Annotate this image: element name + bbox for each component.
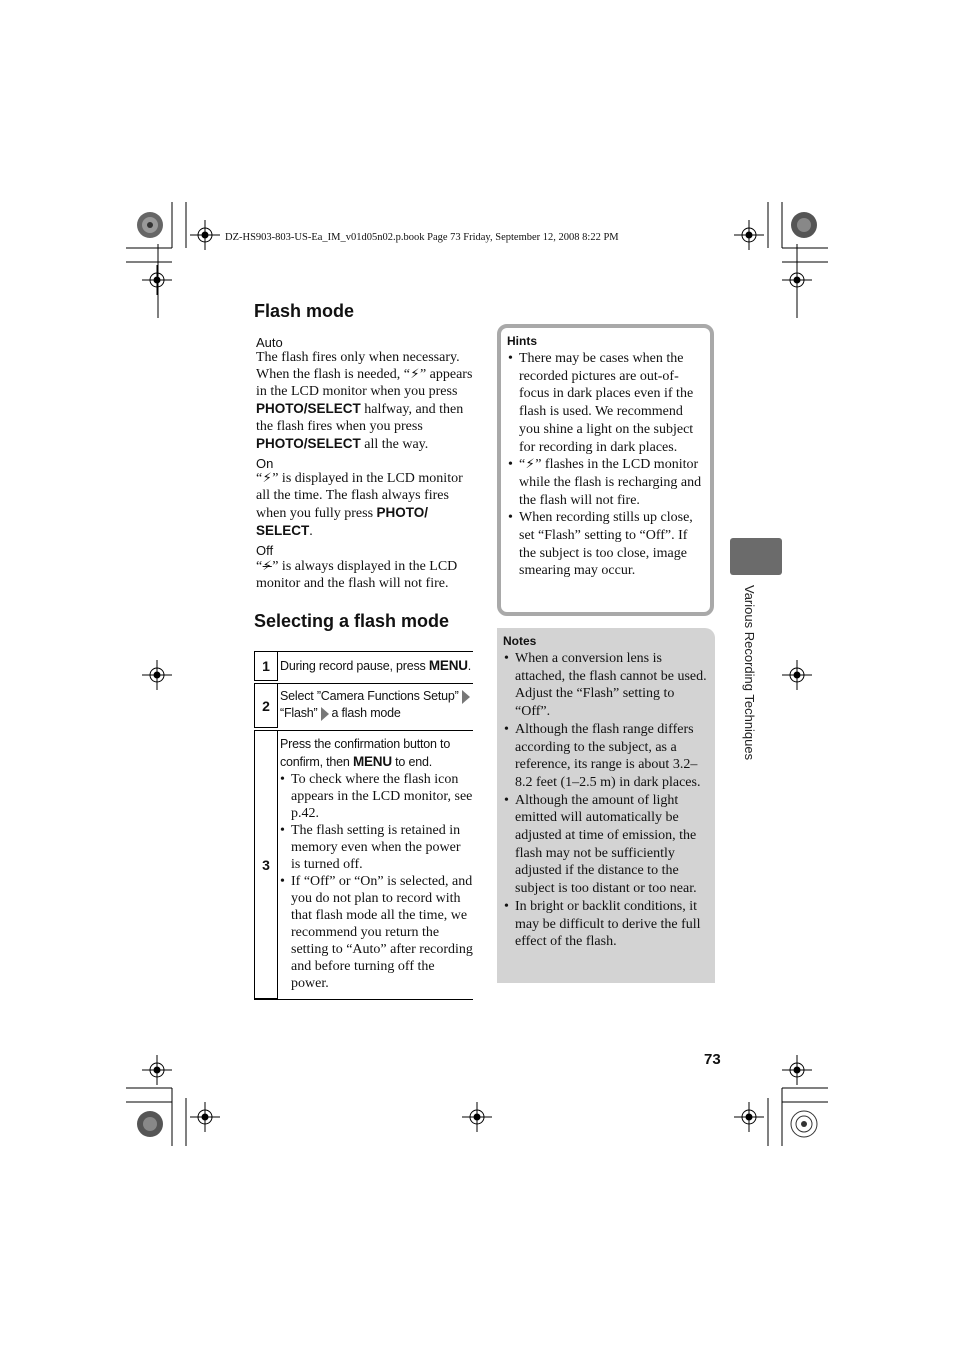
hints-title: Hints <box>507 334 537 348</box>
registration-line-top <box>157 244 159 318</box>
notes-box <box>497 628 715 983</box>
step-3 <box>254 730 473 1000</box>
hints-list <box>501 350 710 580</box>
notes-list <box>497 650 715 951</box>
registration-mark-icon <box>734 220 764 250</box>
off-description: “⚡” is always displayed in the LCD monitor and the flash will not fire. <box>256 559 458 591</box>
color-wheel-icon <box>790 211 818 239</box>
flash-icon: ⚡ <box>525 457 535 473</box>
step-number: 3 <box>254 731 278 999</box>
file-info-header: DZ-HS903-803-US-Ea_IM_v01d05n02.p.book Page 73 Friday, September 12, 2008 8:22 PM <box>225 232 619 243</box>
registration-mark-icon <box>142 1055 172 1085</box>
arrow-right-icon <box>321 707 329 721</box>
step-text: Press the confirmation button to confirm, then MENU to end. • To check where the flash icon appears in the LCD monitor, see p.42. • The flash setting is retained in memory even when the power is turned off. • If “Off” or “On” is selected, and you do not plan to record with that flash mode all the time, we recommend you return the setting to “Auto” after recording and before turning off the power. <box>280 731 473 992</box>
step-1 <box>254 651 473 681</box>
arrow-right-icon <box>462 690 470 704</box>
chapter-title: Various Recording Techniques <box>742 585 757 761</box>
registration-mark-icon <box>190 220 220 250</box>
flash-icon: ⚡ <box>410 367 420 382</box>
flash-off-icon: ⚡ <box>262 559 272 574</box>
auto-description: The flash fires only when necessary. When the flash is needed, “⚡” appears in the LCD monitor when you press PHOTO/SELECT halfway, and then the flash fires when you press PHOTO/SELECT all the way. <box>256 350 473 452</box>
steps-table <box>254 651 473 1000</box>
registration-mark-icon <box>782 1055 812 1085</box>
on-description: “⚡” is displayed in the LCD monitor all the time. The flash always fires when you fully press PHOTO/ SELECT. <box>256 471 463 539</box>
page-number: 73 <box>704 1051 721 1068</box>
notes-title: Notes <box>503 634 537 648</box>
list-item: • When recording stills up close, set “Flash” setting to “Off”. If the subject is too close, image smearing may occur. <box>519 509 704 580</box>
step-text: During record pause, press MENU. <box>280 658 472 673</box>
list-item: • In bright or backlit conditions, it may be difficult to derive the full effect of the flash. <box>515 898 709 951</box>
registration-mark-icon <box>782 660 812 690</box>
list-item: • “⚡” flashes in the LCD monitor while the flash is recharging and the flash will not fire. <box>519 456 704 509</box>
registration-mark-icon <box>142 660 172 690</box>
selecting-flash-mode-title: Selecting a flash mode <box>254 611 450 631</box>
step-3-bullets <box>280 771 473 992</box>
list-item: • There may be cases when the recorded pictures are out-of-focus in dark places even if the flash is used. We recommend you shine a light on the subject for recording in dark places. <box>519 350 704 456</box>
off-label: Off <box>256 543 274 558</box>
flash-mode-title: Flash mode <box>254 301 355 321</box>
step-number: 2 <box>254 684 278 728</box>
registration-mark-icon <box>462 1102 492 1132</box>
on-label: On <box>256 456 274 471</box>
auto-label: Auto <box>256 335 283 350</box>
color-wheel-icon <box>790 1110 818 1138</box>
step-text: Select ”Camera Functions Setup” “Flash” a flash mode <box>280 684 473 722</box>
step-2 <box>254 683 473 728</box>
flash-icon: ⚡ <box>262 471 272 486</box>
list-item: • Although the flash range differs according to the subject, as a reference, its range is about 3.2–8.2 feet (1–2.5 m) in dark places. <box>515 721 709 792</box>
registration-mark-icon <box>190 1102 220 1132</box>
step-number: 1 <box>254 652 278 681</box>
list-item: • When a conversion lens is attached, the flash cannot be used. Adjust the “Flash” setting to “Off”. <box>515 650 709 721</box>
list-item: • Although the amount of light emitted will automatically be adjusted at time of emission, the flash may not be sufficiently adjusted if the distance to the subject is too distant or too near. <box>515 792 709 898</box>
color-wheel-icon <box>136 1110 164 1138</box>
list-item: • To check where the flash icon appears in the LCD monitor, see p.42. <box>291 771 473 822</box>
hints-box <box>497 324 714 616</box>
list-item: • The flash setting is retained in memory even when the power is turned off. <box>291 822 473 873</box>
registration-mark-icon <box>734 1102 764 1132</box>
registration-line-top <box>796 244 798 318</box>
chapter-tab <box>730 538 782 575</box>
list-item: • If “Off” or “On” is selected, and you do not plan to record with that flash mode all the time, we recommend you return the setting to “Auto” after recording and before turning off the power. <box>291 873 473 992</box>
color-wheel-icon <box>136 211 164 239</box>
